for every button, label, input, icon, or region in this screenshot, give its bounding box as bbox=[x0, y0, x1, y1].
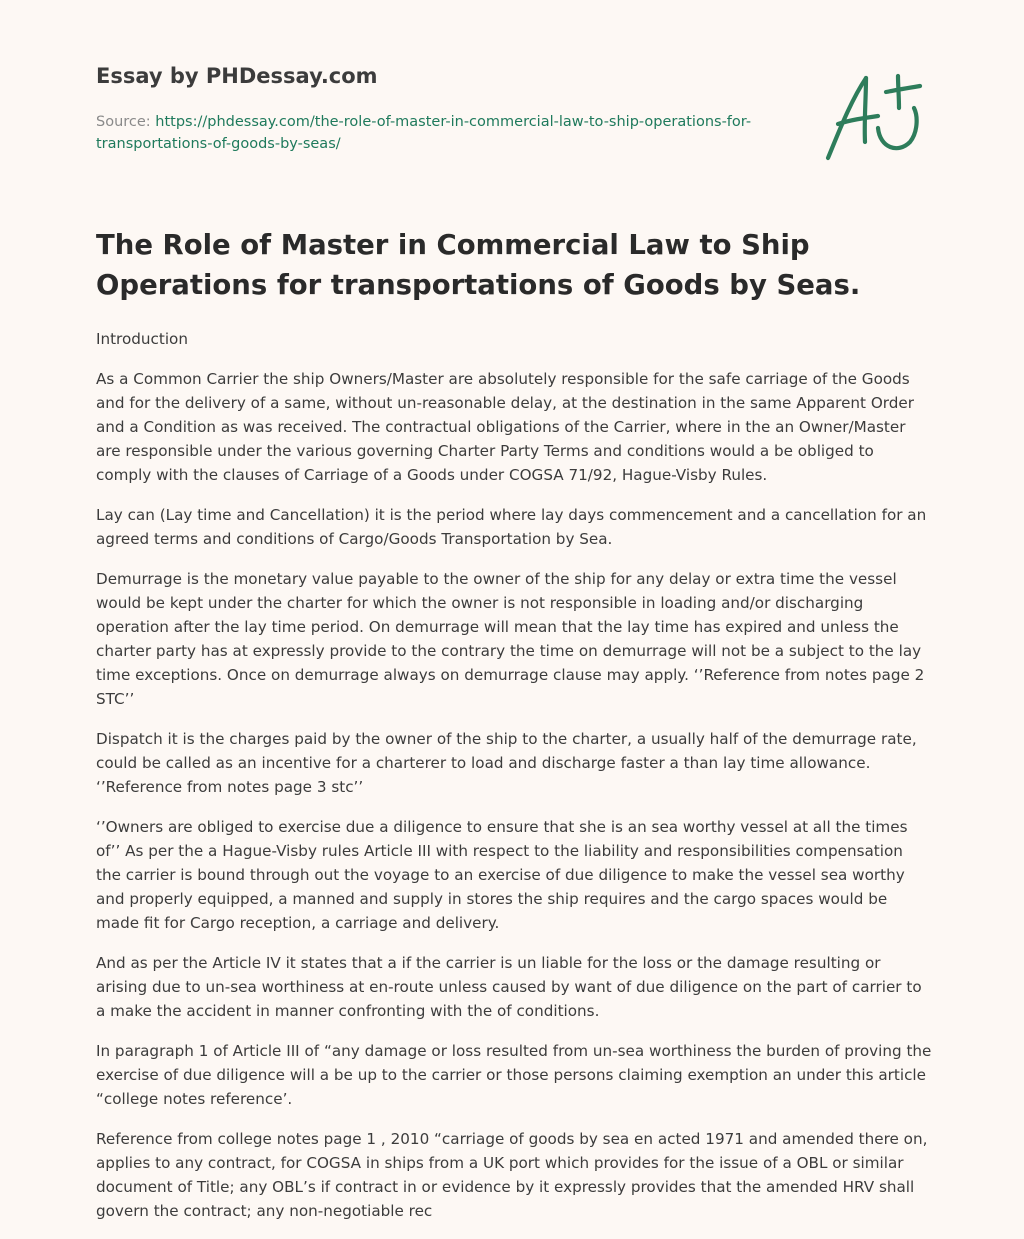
essay-heading-introduction: Introduction bbox=[96, 330, 188, 348]
essay-paragraph: As a Common Carrier the ship Owners/Master are absolutely responsible for the safe carriage of the Goods and for the delivery of a same, without un-reasonable delay, at the destination in the same Apparent Order and a Condition as was received. The contractual obligations of the Carrier, where in the an Owner/Master are responsible under the various governing Charter Party Terms and conditions would a be obliged to comply with the clauses of Carriage of a Goods under COGSA 71/92, Hague-Visby Rules. bbox=[96, 370, 915, 484]
essay-paragraph: ‘’Owners are obliged to exercise due a diligence to ensure that she is an sea worthy vessel at all the times of’’ As per the a Hague-Visby rules Article III with respect to the liability and responsibilities compensation the carrier is bound through out the voyage to an exercise of due diligence to make the vessel sea worthy and properly equipped, a manned and supply in stores the ship requires and the cargo spaces would be made fit for Cargo reception, a carriage and delivery. bbox=[96, 818, 908, 932]
source-link[interactable]: https://phdessay.com/the-role-of-master-in-commercial-law-to-ship-operations-for-transportations-of-goods-by-seas/ bbox=[96, 114, 752, 152]
source-line bbox=[96, 111, 776, 155]
essay-title: The Role of Master in Commercial Law to Ship Operations for transportations of Goods by Seas. bbox=[96, 229, 861, 301]
a-plus-logo-icon bbox=[822, 68, 928, 164]
essay-paragraph: Lay can (Lay time and Cancellation) it is the period where lay days commencement and a cancellation for an agreed terms and conditions of Cargo/Goods Transportation by Sea. bbox=[96, 506, 927, 548]
essay-paragraph: In paragraph 1 of Article III of “any damage or loss resulted from un-sea worthiness the burden of proving the exercise of due diligence will a be up to the carrier or those persons claiming exemption an under this article “college notes reference’. bbox=[96, 1042, 932, 1108]
essay-paragraph: Dispatch it is the charges paid by the owner of the ship to the charter, a usually half of the demurrage rate, could be called as an incentive for a charterer to load and discharge faster a than lay time allowance. ‘’Reference from notes page 3 stc’’ bbox=[96, 730, 917, 796]
source-label: Source: bbox=[96, 114, 151, 130]
site-title: Essay by PHDessay.com bbox=[96, 64, 378, 88]
essay-paragraph: Demurrage is the monetary value payable to the owner of the ship for any delay or extra time the vessel would be kept under the charter for which the owner is not responsible in loading and/or discharging operation after the lay time period. On demurrage will mean that the lay time has expired and unless the charter party has at expressly provide to the contrary the time on demurrage will not be a subject to the lay time exceptions. Once on demurrage always on demurrage clause may apply. ‘’Reference from notes page 2 STC’’ bbox=[96, 570, 925, 708]
essay-paragraph: And as per the Article IV it states that a if the carrier is un liable for the loss or the damage resulting or arising due to un-sea worthiness at en-route unless caused by want of due diligence on the part of carrier to a make the accident in manner confronting with the of conditions. bbox=[96, 954, 922, 1020]
essay-content bbox=[96, 327, 932, 1239]
essay-paragraph: Reference from college notes page 1 , 2010 “carriage of goods by sea en acted 1971 and amended there on, applies to any contract, for COGSA in ships from a UK port which provides for the issue of a OBL or similar document of Title; any OBL’s if contract in or evidence by it expressly provides that the amended HRV shall govern the contract; any non-negotiable rec bbox=[96, 1130, 928, 1220]
